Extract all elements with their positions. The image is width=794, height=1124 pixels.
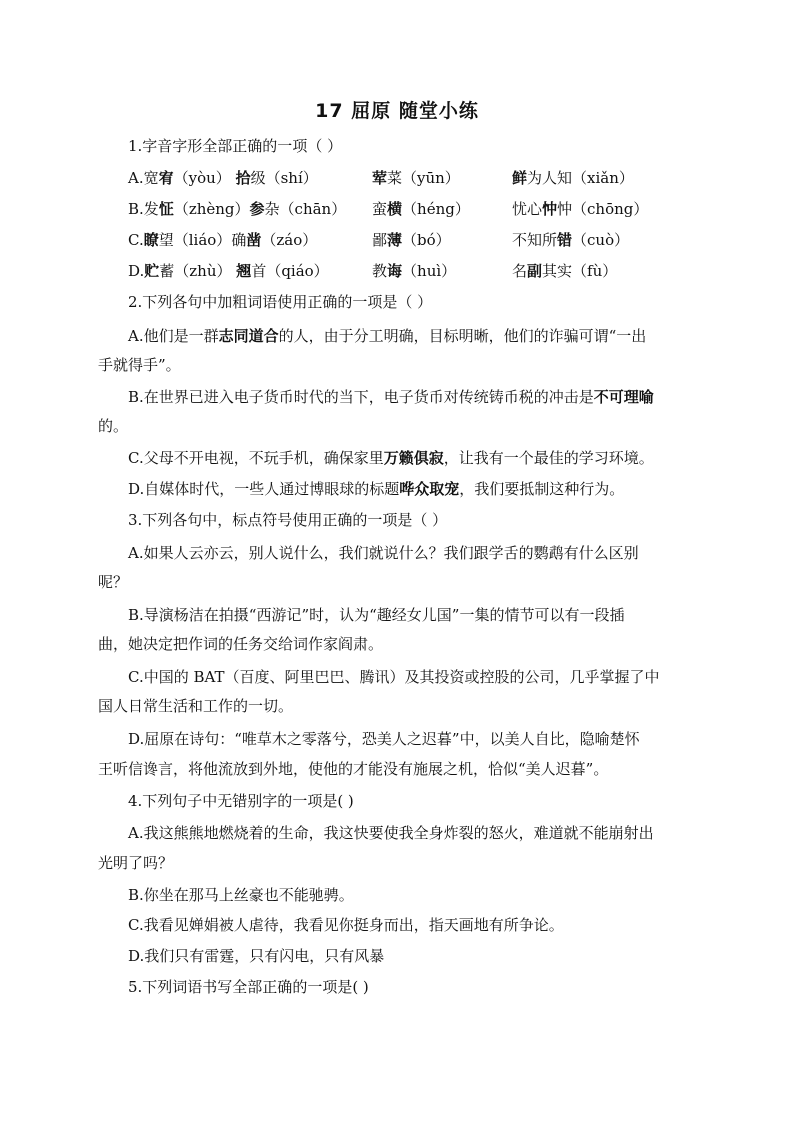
q3-option-a-cont: 呢？	[98, 573, 129, 591]
question-4-stem: 4.下列句子中无错别字的一项是( )	[128, 792, 354, 810]
document-page: 17 屈原 随堂小练 1.字音字形全部正确的一项（ ） A.宽宥（yòu） 拾级（shí） 荤菜（yūn） 鲜为人知（xiǎn） B.发怔（zhèng）参杂（chān） 蛮横（héng） 忧心忡忡（chōng） C.瞭望（liáo）确凿（záo） 鄙薄（bó） 不知所错（cuò） D.贮蓄（zhù） 翘首（qiáo） 教诲（huì） 名副其实（fù） 2.下列各句中加粗词语使用正确的一项是（ ） A.他们是一群志同道合的人，由于分工明确，目标明晰，他们的诈骗可谓“一出 手就得手”。 B.在世界已进入电子货币时代的当下，电子货币对传统铸币税的冲击是不可理喻 的。 C.父母不开电视，不玩手机，确保家里万籁俱寂，让我有一个最佳的学习环境。 D.自媒体时代，一些人通过博眼球的标题哗众取宠，我们要抵制这种行为。 3.下列各句中，标点符号使用正确的一项是（ ） A.如果人云亦云，别人说什么，我们就说什么？我们跟学舌的鹦鹉有什么区别 呢？ B.导演杨洁在拍摄“西游记”时，认为“趣经女儿国”一集的情节可以有一段插 曲，她决定把作词的任务交给词作家阎肃。 C.中国的 BAT（百度、阿里巴巴、腾讯）及其投资或控股的公司，几乎掌握了中 国人日常生活和工作的一切。 D.屈原在诗句：“唯草木之零落兮，恐美人之迟暮”中，以美人自比，隐喻楚怀 王听信谗言，将他流放到外地，使他的才能没有施展之机，恰似“美人迟暮”。 4.下列句子中无错别字的一项是( ) A.我这熊熊地燃烧着的生命，我这快要使我全身炸裂的怒火，难道就不能崩射出 光明了吗？ B.你坐在那马上丝豪也不能驰骋。 C.我看见婵娟被人虐待，我看见你挺身而出，指天画地有所争论。 D.我们只有雷霆，只有闪电，只有风暴 5.下列词语书写全部正确的一项是( )	[0, 0, 794, 1124]
question-5-stem: 5.下列词语书写全部正确的一项是( )	[128, 978, 369, 996]
q4-option-a: A.我这熊熊地燃烧着的生命，我这快要使我全身炸裂的怒火，难道就不能崩射出	[128, 824, 654, 842]
q3-option-c: C.中国的 BAT（百度、阿里巴巴、腾讯）及其投资或控股的公司，几乎掌握了中	[128, 668, 660, 686]
q4-option-a-cont: 光明了吗？	[98, 854, 174, 872]
q4-option-c: C.我看见婵娟被人虐待，我看见你挺身而出，指天画地有所争论。	[128, 916, 564, 934]
q2-option-d: D.自媒体时代，一些人通过博眼球的标题哗众取宠，我们要抵制这种行为。	[128, 480, 625, 498]
question-2-stem: 2.下列各句中加粗词语使用正确的一项是（ ）	[128, 293, 433, 311]
page-title: 17 屈原 随堂小练	[315, 100, 479, 122]
q2-option-b: B.在世界已进入电子货币时代的当下，电子货币对传统铸币税的冲击是不可理喻	[128, 388, 654, 406]
question-1-stem: 1.字音字形全部正确的一项（ ）	[128, 137, 343, 155]
q2-option-b-cont: 的。	[98, 417, 129, 435]
q3-option-b: B.导演杨洁在拍摄“西游记”时，认为“趣经女儿国”一集的情节可以有一段插	[128, 606, 625, 624]
q2-option-a-cont: 手就得手”。	[98, 356, 181, 374]
q3-option-d: D.屈原在诗句：“唯草木之零落兮，恐美人之迟暮”中，以美人自比，隐喻楚怀	[128, 730, 640, 748]
q3-option-d-cont: 王听信谗言，将他流放到外地，使他的才能没有施展之机，恰似“美人迟暮”。	[98, 760, 609, 778]
q4-option-b: B.你坐在那马上丝豪也不能驰骋。	[128, 886, 354, 904]
q3-option-a: A.如果人云亦云，别人说什么，我们就说什么？我们跟学舌的鹦鹉有什么区别	[128, 544, 639, 562]
q3-option-c-cont: 国人日常生活和工作的一切。	[98, 697, 294, 715]
question-3-stem: 3.下列各句中，标点符号使用正确的一项是（ ）	[128, 511, 448, 529]
q2-option-a: A.他们是一群志同道合的人，由于分工明确，目标明晰，他们的诈骗可谓“一出	[128, 327, 647, 345]
q4-option-d: D.我们只有雷霆，只有闪电，只有风暴	[128, 947, 385, 965]
q3-option-b-cont: 曲，她决定把作词的任务交给词作家阎肃。	[98, 635, 384, 653]
q2-option-c: C.父母不开电视，不玩手机，确保家里万籁俱寂，让我有一个最佳的学习环境。	[128, 449, 654, 467]
